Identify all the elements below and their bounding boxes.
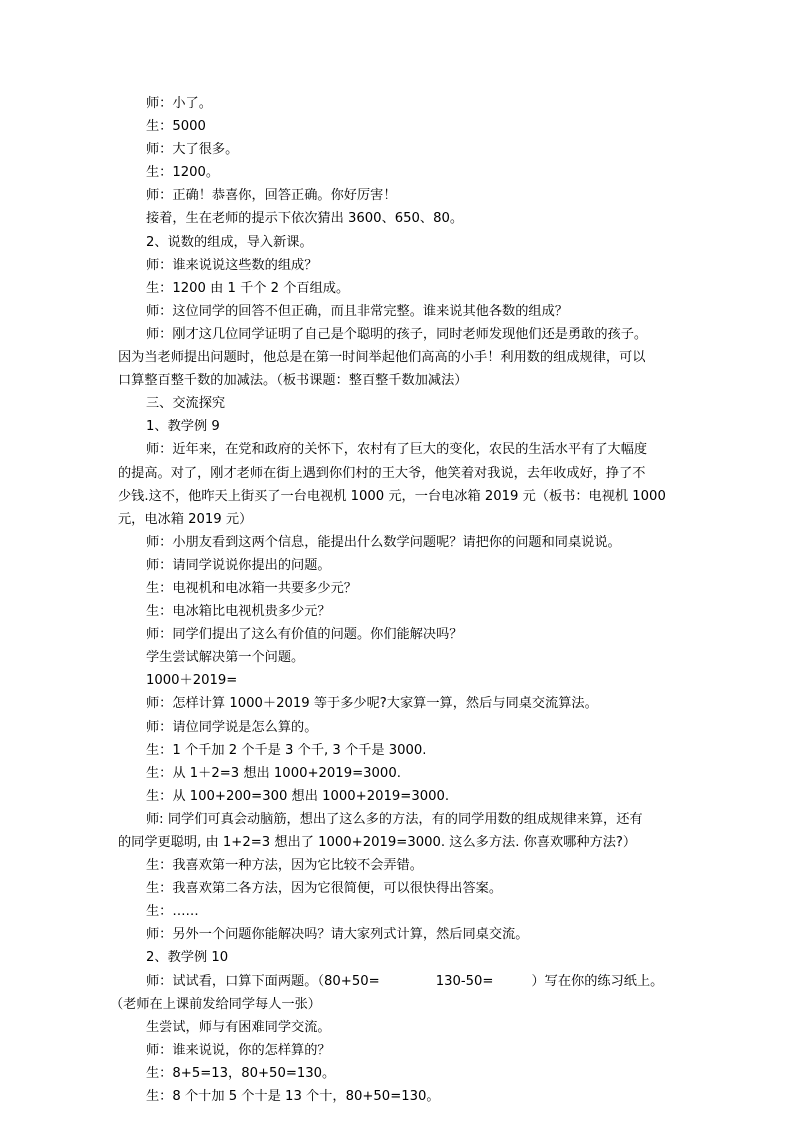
text-line: 生：…… xyxy=(146,904,199,920)
example10-suffix: ）写在你的练习纸上。 xyxy=(531,973,664,989)
text-line: 师：近年来，在党和政府的关怀下，农村有了巨大的变化，农民的生活水平有了大幅度 xyxy=(146,442,648,458)
text-line: 师：小朋友看到这两个信息，能提出什么数学问题呢？请把你的问题和同桌说说。 xyxy=(146,534,621,550)
example10-prefix: 师：试试看，口算下面两题。（80+50= xyxy=(146,973,380,989)
section-heading: 三、交流探究 xyxy=(146,396,226,412)
text-line: 师：另外一个问题你能解决吗？请大家列式计算，然后同桌交流。 xyxy=(146,927,529,943)
text-line: 因为当老师提出问题时，他总是在第一时间举起他们高高的小手！利用数的组成规律，可以 xyxy=(118,350,646,366)
text-line: 生：电视机和电冰箱一共要多少元？ xyxy=(146,580,357,596)
text-line: 生：从 100+200=300 想出 1000+2019=3000. xyxy=(146,788,450,804)
text-line: 生：从 1＋2=3 想出 1000+2019=3000. xyxy=(146,765,401,781)
text-line: 生：1 个千加 2 个千是 3 个千, 3 个千是 3000. xyxy=(146,742,427,758)
text-line: 师：谁来说说，你的怎样算的？ xyxy=(146,1042,331,1058)
text-line: 生尝试，师与有困难同学交流。 xyxy=(146,1019,331,1035)
text-line: 少钱.这不，他昨天上街买了一台电视机 1000 元，一台电冰箱 2019 元（板书：电视机 1000 xyxy=(118,488,666,504)
text-line: 生：5000 xyxy=(146,119,206,135)
text-line: 师：请同学说说你提出的问题。 xyxy=(146,557,331,573)
text-line: 师：小了。 xyxy=(146,96,212,111)
subsection-heading: 2、教学例 10 xyxy=(146,950,229,966)
text-line: 生：我喜欢第二各方法，因为它很简便，可以很快得出答案。 xyxy=(146,881,503,897)
text-line: 生：8 个十加 5 个十是 13 个十，80+50=130。 xyxy=(146,1089,440,1105)
text-line: 生：1200。 xyxy=(146,165,220,181)
text-line: 学生尝试解决第一个问题。 xyxy=(146,650,305,666)
text-line: 生：8+5=13，80+50=130。 xyxy=(146,1065,336,1081)
text-line: 师：这位同学的回答不但正确，而且非常完整。谁来说其他各数的组成？ xyxy=(146,303,568,319)
text-line: 师：大了很多。 xyxy=(146,142,239,158)
equation-line: 1000＋2019= xyxy=(146,673,238,689)
text-line: 2、说数的组成，导入新课。 xyxy=(146,234,313,250)
text-line: 生：我喜欢第一种方法，因为它比较不会弄错。 xyxy=(146,858,423,874)
text-line: 的同学更聪明, 由 1+2=3 想出了 1000+2019=3000. 这么多方法. 你喜欢哪种方法?） xyxy=(118,835,637,850)
text-line: 师: 同学们可真会动脑筋，想出了这么多的方法，有的同学用数的组成规律来算，还有 xyxy=(146,811,643,827)
text-line: 的提高。对了，刚才老师在街上遇到你们村的王大爷，他笑着对我说，去年收成好，挣了不 xyxy=(118,465,646,481)
subsection-heading: 1、教学例 9 xyxy=(146,419,220,435)
example10-mid: 130-50= xyxy=(435,973,494,989)
text-line: 接着，生在老师的提示下依次猜出 3600、650、80。 xyxy=(146,211,464,227)
document-body xyxy=(110,92,678,1108)
text-line: 师：怎样计算 1000＋2019 等于多少呢?大家算一算，然后与同桌交流算法。 xyxy=(146,696,598,712)
text-line: 师：同学们提出了这么有价值的问题。你们能解决吗？ xyxy=(146,627,463,643)
text-line: 口算整百整千数的加减法。（板书课题：整百整千数加减法） xyxy=(118,373,468,389)
text-line: 生：电冰箱比电视机贵多少元？ xyxy=(146,604,331,620)
text-line: 师：请位同学说是怎么算的。 xyxy=(146,719,318,735)
text-line: 师：正确！恭喜你，回答正确。你好厉害！ xyxy=(146,188,397,204)
text-line: 师：谁来说说这些数的组成？ xyxy=(146,257,318,273)
text-line: 元，电冰箱 2019 元） xyxy=(118,511,253,527)
text-line: 生：1200 由 1 千个 2 个百组成。 xyxy=(146,280,350,296)
text-line: （老师在上课前发给同学每人一张） xyxy=(110,996,321,1012)
text-line: 师：刚才这几位同学证明了自己是个聪明的孩子，同时老师发现他们还是勇敢的孩子。 xyxy=(146,326,648,342)
text-line xyxy=(118,970,678,993)
